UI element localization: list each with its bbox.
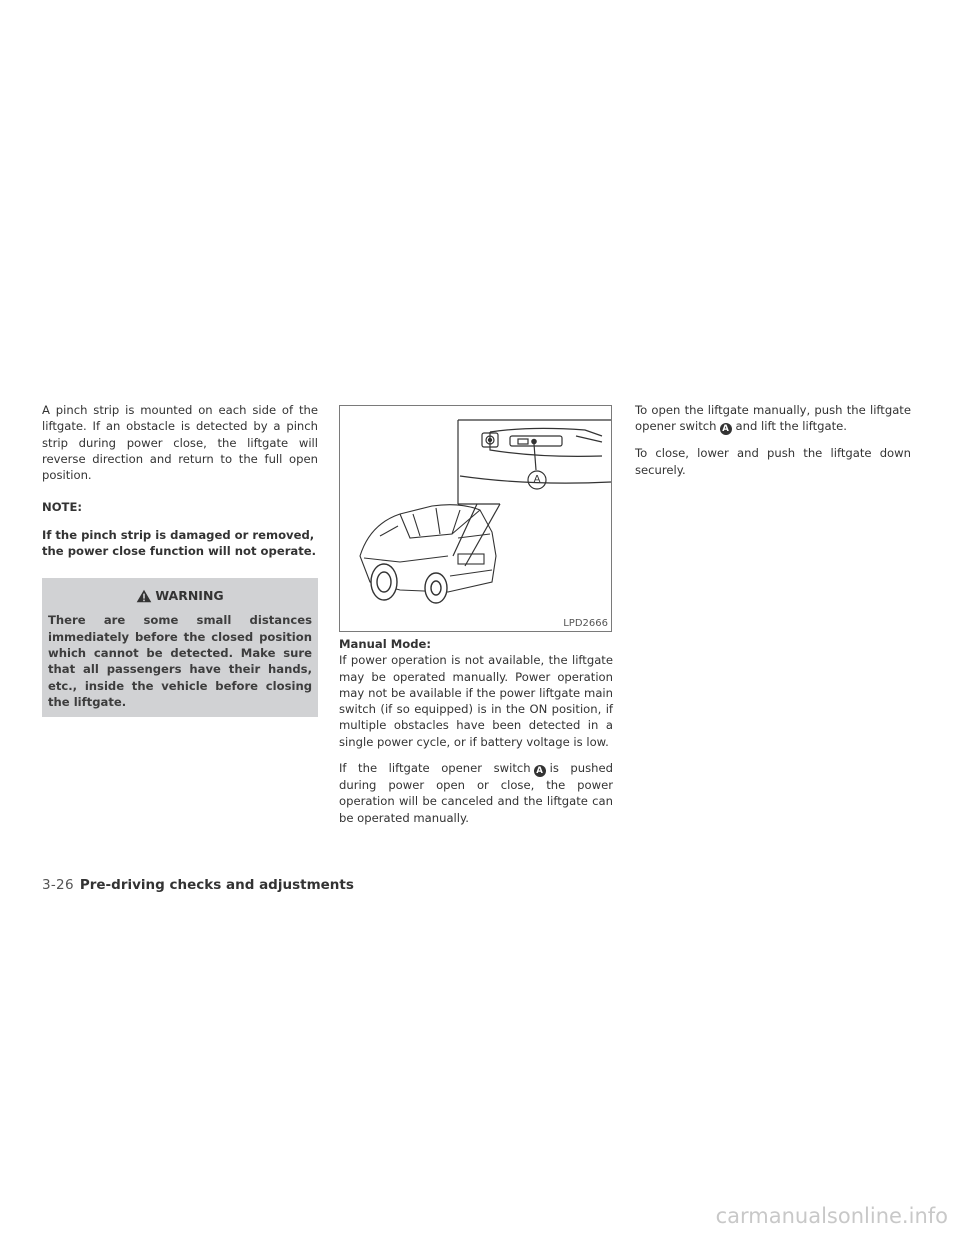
liftgate-figure	[339, 405, 612, 632]
warning-box	[42, 578, 318, 717]
open-paragraph-start: To open the liftgate manually, push the liftgate opener switch	[635, 403, 911, 434]
open-paragraph-end: and lift the liftgate.	[735, 419, 847, 434]
open-manually-paragraph	[635, 402, 911, 435]
warning-text: There are some small distances immediately before the closed position which cannot be detected. Make sure that all passengers have their hands, etc., inside the vehicle before closing the liftgate.	[48, 613, 312, 709]
column-3	[635, 402, 911, 478]
manual-mode-paragraph-1: If power operation is not available, the liftgate may be operated manually. Power operation may not be available if the power liftgate main switch (if so equipped) is in the ON position, if multiple obstacles have been detected in a single power cycle, or if battery voltage is low.	[339, 653, 613, 749]
liftgate-illustration	[340, 406, 611, 631]
figure-code: LPD2666	[563, 618, 608, 629]
intro-paragraph: A pinch strip is mounted on each side of the liftgate. If an obstacle is detected by a pinch strip during power close, the liftgate will reverse direction and return to the full open position.	[42, 403, 318, 483]
paragraph-2-start: If the liftgate opener switch	[339, 761, 531, 776]
note-body: If the pinch strip is damaged or removed, the power close function will not operate.	[42, 527, 317, 559]
callout-a-icon: A	[534, 765, 546, 777]
note-heading: NOTE:	[42, 500, 83, 515]
column-2	[339, 636, 613, 826]
warning-title	[48, 588, 312, 604]
page-footer	[42, 876, 354, 894]
section-title: Pre-driving checks and adjustments	[79, 877, 354, 893]
column-1	[42, 402, 318, 717]
figure-callout-a: A	[533, 474, 541, 485]
warning-icon	[136, 589, 152, 603]
manual-mode-paragraph-2	[339, 760, 613, 826]
close-paragraph: To close, lower and push the liftgate down securely.	[635, 446, 911, 477]
warning-title-text: WARNING	[155, 588, 224, 604]
callout-a-icon: A	[720, 423, 732, 435]
paragraph-2-end: is pushed during power open or close, the power operation will be canceled and the liftgate can be operated manually.	[339, 761, 613, 825]
page-number: 3-26	[42, 877, 74, 893]
manual-mode-heading: Manual Mode:	[339, 637, 432, 651]
watermark: carmanualsonline.info	[715, 1204, 948, 1228]
